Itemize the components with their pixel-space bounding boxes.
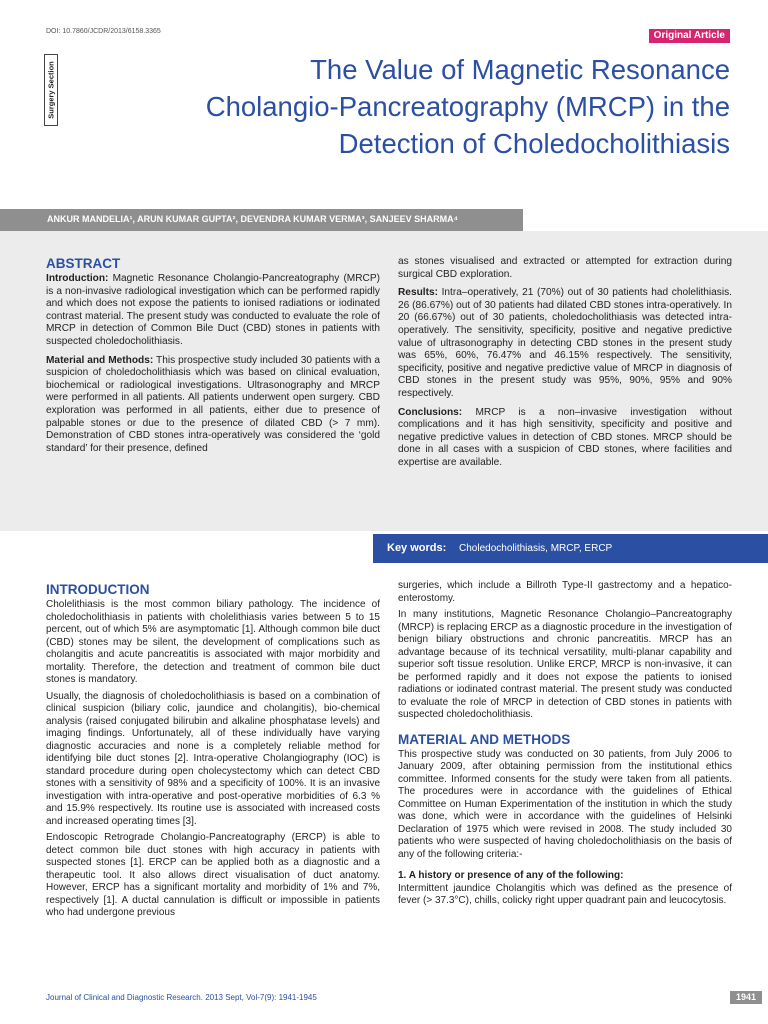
keywords-value: Choledocholithiasis, MRCP, ERCP: [459, 543, 613, 554]
body-right-column: [398, 580, 732, 912]
abstract-intro-label: Introduction:: [46, 273, 109, 284]
abstract-results-label: Results:: [398, 287, 438, 299]
article-type-badge: Original Article: [649, 29, 730, 43]
abstract-intro-text: Magnetic Resonance Cholangio-Pancreatography (MRCP) is a non-invasive radiological investigation which can be performed rapidly and which does not expose the patients to ionised radiations or iodinated contrast material. The present study was conducted to evaluate the role of MRCP in detection of Common Bile Duct (CBD) stones in patients with suspected choledocholithiasis.: [46, 273, 380, 347]
article-title: The Value of Magnetic Resonance Cholangio-Pancreatography (MRCP) in the Detection of Choledocholithiasis: [205, 54, 730, 159]
abstract-heading: ABSTRACT: [46, 256, 121, 271]
abstract-right-column: [398, 256, 732, 476]
journal-footer: Journal of Clinical and Diagnostic Research. 2013 Sept, Vol-7(9): 1941-1945: [46, 993, 317, 1002]
introduction-paragraph-1: Cholelithiasis is the most common biliary pathology. The incidence of choledocholithiasis in patients with cholelithiasis varies between 5 to 15 percent, out of which 5% are asymptomatic [1]. Although common bile duct (CBD) stones may be silent, the development of complications such as cholangitis and acute pancreatitis is associated with major morbidity and mortality. Therefore, the detection and treatment of common bile duct stones is mandatory.: [46, 599, 380, 685]
page-number: 1941: [730, 991, 762, 1004]
abstract-results-text: Intra–operatively, 21 (70%) out of 30 patients had cholelithiasis. 26 (86.67%) out of 30 patients had dilated CBD stones intra-operatively. In 20 (66.67%) out of 30 patients, choledocholithiasis was detected intra-operatively. The sensitivity, specificity, positive and negative predictive value of ultrasonography in detecting CBD stones in the present study was 65%, 60%, 76.47% and 46.15% respectively. The sensitivity, specificity, positive and negative predictive value of MRCP in diagnosis of CBD stones in the present study was 95%, 90%, 95% and 90% respectively.: [398, 287, 732, 399]
abstract-conclusions: [398, 407, 732, 470]
introduction-heading: INTRODUCTION: [46, 582, 150, 597]
methods-heading: MATERIAL AND METHODS: [398, 731, 571, 747]
methods-paragraph-1: This prospective study was conducted on 30 patients, from July 2006 to January 2009, after obtaining permission from the institutional ethics committee. Informed consents for the study were taken from all patients. The procedures were in accordance with the guidelines of Ethical Committee on Human Experimentation of the institution in which the study was done, which were in accordance with the guidelines of Helsinki Declaration of 1975 which were revised in 2008. The study included 30 patients who were suspected of having choledocholithiasis on the basis of any of the following criteria:-: [398, 748, 732, 860]
methods-item-1-heading: 1. A history or presence of any of the following:: [398, 870, 624, 881]
author-list: ANKUR MANDELIA¹, ARUN KUMAR GUPTA², DEVENDRA KUMAR VERMA³, SANJEEV SHARMA⁴: [47, 214, 459, 224]
abstract-left-column: [46, 256, 380, 461]
abstract-conclusions-label: Conclusions:: [398, 406, 463, 418]
section-tab-label: Surgery Section: [46, 61, 56, 119]
author-bar: [0, 209, 523, 231]
abstract-methods: [46, 355, 380, 456]
section-tab: [44, 54, 58, 126]
introduction-paragraph-2: Usually, the diagnosis of choledocholithiasis is based on a combination of clinical suspicion (biliary colic, jaundice and cholangitis), bio-chemical analysis (raised conjugated bilirubin and alkaline phosphatase levels) and imaging findings. Unfortunately, all of these individually have varying diagnostic accuracies and none is a completely reliable method for identifying bile duct stones [2]. Intra-operative Cholangiography (IOC) is standard procedure during open cholecystectomy which can detect CBD stones with a sensitivity of 98% and a specificity of 100%. It is an invasive investigation with intra-operative and post-operative morbidities of 6.3 % and 15.9% respectively. Its routine use is associated with increased costs and increased operating times [3].: [46, 690, 380, 827]
abstract-introduction: [46, 273, 380, 349]
introduction-paragraph-3-continued: surgeries, which include a Billroth Type-II gastrectomy and a hepatico-enterostomy.: [398, 580, 732, 604]
doi-text: DOI: 10.7860/JCDR/2013/6158.3365: [46, 28, 161, 35]
abstract-methods-continued: as stones visualised and extracted or attempted for extraction during surgical CBD exploration.: [398, 256, 732, 280]
introduction-paragraph-3: Endoscopic Retrograde Cholangio-Pancreatography (ERCP) is able to detect common bile duct stones with high accuracy in patients with suspected stones [1]. ERCP can be applied both as a diagnostic and a therapeutic tool. It also allows direct visualisation of duct anatomy. However, ERCP has a significant mortality and morbidity of 1% and 7%, respectively [1]. A ductal cannulation is difficult or impossible in patients who had undergone previous: [46, 832, 380, 918]
introduction-paragraph-4: In many institutions, Magnetic Resonance Cholangio–Pancreatography (MRCP) is replacing ERCP as a diagnostic procedure in the investigation of benign biliary obstructions and chronic pancreatitis. MRCP has an advantage because of its technical versatility, multi-planar capability and superior soft tissue resolution. Unlike ERCP, MRCP is non-invasive, it can be performed rapidly and it does not expose the patients to ionised radiations or iodinated contrast material. The present study was conducted to evaluate the role of MRCP in detection of CBD stones in patients with suspected choledocholithiasis.: [398, 609, 732, 720]
abstract-conclusions-text: MRCP is a non–invasive investigation without complications and it has high sensitivity, specificity and positive and negative predictive values in detection of CBD stones. MRCP should be done in all cases with a suspicion of CBD stones, where facilities and expertise are available.: [398, 406, 732, 468]
abstract-methods-label: Material and Methods:: [46, 354, 154, 366]
body-left-column: [46, 582, 380, 924]
abstract-results: [398, 287, 732, 400]
keywords-bar: [373, 534, 768, 563]
methods-item-1-text: Intermittent jaundice Cholangitis which was defined as the presence of fever (> 37.3°C), chills, colicky right upper quadrant pain and leucocytosis.: [398, 882, 732, 906]
keywords-label: Key words:: [387, 542, 447, 554]
abstract-methods-text: This prospective study included 30 patients with a suspicion of choledocholithiasis which was based on clinical evaluation, biochemical or radiological investigations. Ultrasonography and MRCP were performed in all patients. All patients underwent open surgery. CBD exploration was performed in all patients, either due to presence of palpable stones or due to the presence of dilated CBD (> 7 mm). Demonstration of CBD stones intra-operatively was considered the ‘gold standard’ for their presence, defined: [46, 354, 380, 454]
